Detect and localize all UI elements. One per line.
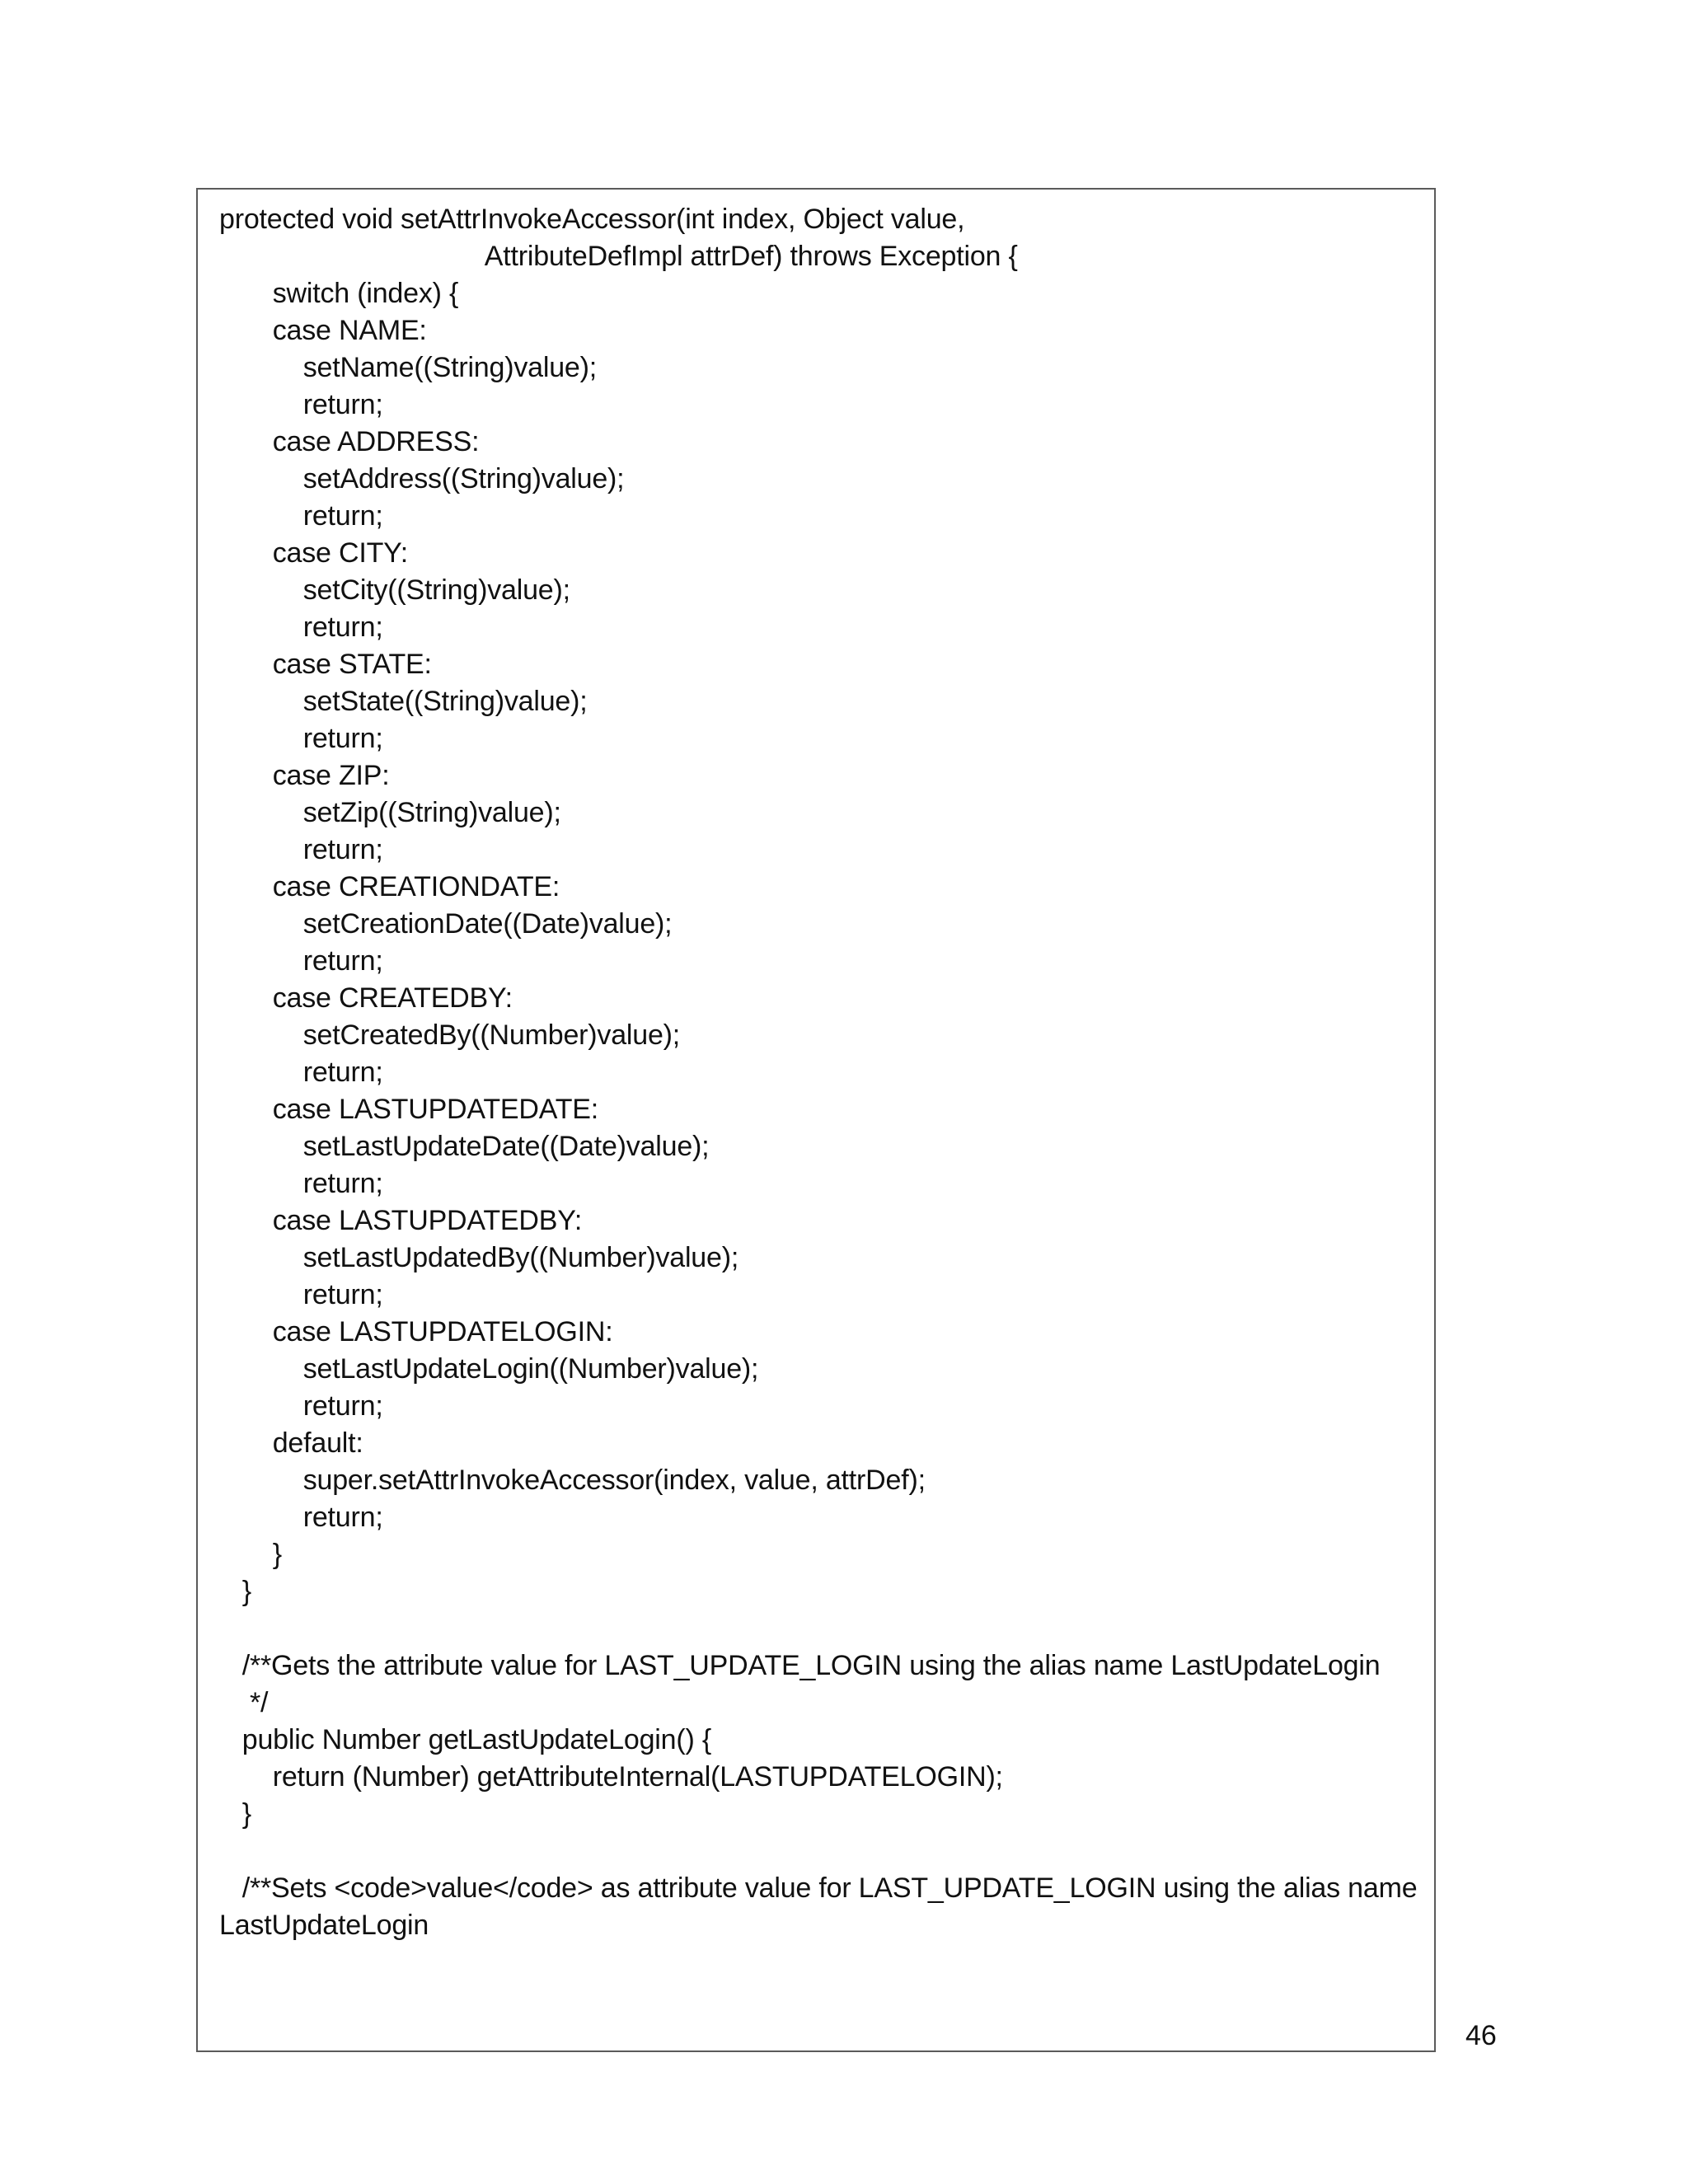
code-line: return; xyxy=(219,945,383,977)
code-line xyxy=(219,1833,1413,1870)
code-line: protected void setAttrInvokeAccessor(int index, Object value, xyxy=(219,204,965,235)
code-line: setName((String)value); xyxy=(219,352,597,383)
code-line: case NAME: xyxy=(219,315,427,346)
code-line: setAddress((String)value); xyxy=(219,463,625,494)
code-line: case STATE: xyxy=(219,649,432,680)
code-line: return; xyxy=(219,500,383,532)
code-line: super.setAttrInvokeAccessor(index, value, attrDef); xyxy=(219,1465,926,1496)
code-line: setLastUpdatedBy((Number)value); xyxy=(219,1242,739,1273)
code-line: /**Sets <code>value</code> as attribute value for LAST_UPDATE_LOGIN using the alias name xyxy=(219,1872,1418,1904)
code-line: case ZIP: xyxy=(219,760,390,791)
code-line: return; xyxy=(219,723,383,754)
code-line: switch (index) { xyxy=(219,278,459,309)
code-line: case LASTUPDATEDBY: xyxy=(219,1205,583,1236)
code-line: setState((String)value); xyxy=(219,686,588,717)
code-line: */ xyxy=(219,1687,269,1718)
code-line: case LASTUPDATELOGIN: xyxy=(219,1316,613,1347)
code-line: setLastUpdateLogin((Number)value); xyxy=(219,1353,759,1385)
code-line: } xyxy=(219,1576,251,1607)
code-line: } xyxy=(219,1798,251,1830)
code-line: } xyxy=(219,1539,282,1570)
code-listing-box xyxy=(196,188,1436,2052)
code-line: return; xyxy=(219,1279,383,1310)
code-line: setCity((String)value); xyxy=(219,574,570,606)
page-number: 46 xyxy=(1465,2020,1497,2051)
code-line: case CREATIONDATE: xyxy=(219,871,560,902)
code-line: return; xyxy=(219,1502,383,1533)
code-line: AttributeDefImpl attrDef) throws Exception { xyxy=(219,241,1018,272)
code-line: default: xyxy=(219,1427,363,1459)
code-line: return (Number) getAttributeInternal(LASTUPDATELOGIN); xyxy=(219,1761,1003,1793)
code-listing xyxy=(219,201,1418,1944)
code-line: return; xyxy=(219,1168,383,1199)
code-line: /**Gets the attribute value for LAST_UPDATE_LOGIN using the alias name LastUpdateLogin xyxy=(219,1650,1381,1681)
code-line xyxy=(219,1610,1413,1647)
code-line: public Number getLastUpdateLogin() { xyxy=(219,1724,711,1755)
code-line: case CITY: xyxy=(219,537,409,569)
code-line: return; xyxy=(219,1390,383,1422)
code-line: case CREATEDBY: xyxy=(219,982,513,1014)
code-line: LastUpdateLogin xyxy=(219,1910,429,1941)
code-line: return; xyxy=(219,1057,383,1088)
code-line: return; xyxy=(219,834,383,865)
code-line: case LASTUPDATEDATE: xyxy=(219,1094,599,1125)
code-line: return; xyxy=(219,389,383,420)
code-line: setZip((String)value); xyxy=(219,797,561,828)
code-line: case ADDRESS: xyxy=(219,426,480,457)
code-line: return; xyxy=(219,612,383,643)
code-line: setCreationDate((Date)value); xyxy=(219,908,673,940)
code-line: setLastUpdateDate((Date)value); xyxy=(219,1131,710,1162)
code-line: setCreatedBy((Number)value); xyxy=(219,1019,681,1051)
